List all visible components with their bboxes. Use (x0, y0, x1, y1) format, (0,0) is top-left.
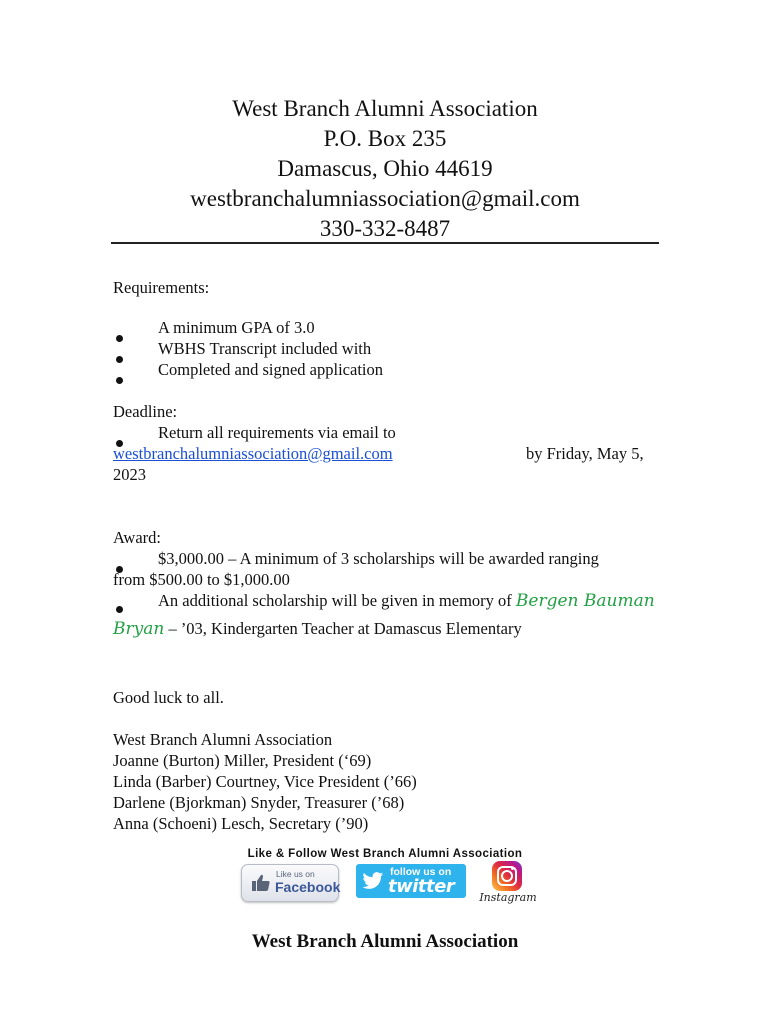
instagram-wordmark: Instagram (479, 891, 537, 904)
deadline-year: 2023 (113, 465, 146, 484)
header-phone: 330-332-8487 (319, 216, 451, 241)
award-memorial-line-2 (113, 618, 522, 640)
award-item-line: $3,000.00 – A minimum of 3 scholarships will be awarded ranging (158, 549, 599, 568)
twitter-follow-button[interactable] (356, 864, 466, 898)
twitter-bird-icon (362, 871, 384, 891)
officer-line: Linda (Barber) Courtney, Vice President (’66) (113, 772, 417, 791)
deadline-line: Return all requirements via email to (158, 423, 396, 442)
award-memorial-text: An additional scholarship will be given in memory of (158, 591, 512, 610)
officer-line: Anna (Schoeni) Lesch, Secretary (’90) (113, 814, 369, 833)
social-caption: Like & Follow West Branch Alumni Association (247, 848, 523, 860)
award-memorial-line (158, 590, 655, 612)
requirement-item: A minimum GPA of 3.0 (158, 318, 315, 337)
signature-org: West Branch Alumni Association (113, 730, 333, 749)
memorial-name-last: Bryan (113, 619, 165, 639)
twitter-big-text: twitter (388, 876, 455, 897)
facebook-big-text: Facebook (275, 879, 341, 895)
facebook-small-text: Like us on (276, 869, 315, 879)
award-item-line: from $500.00 to $1,000.00 (113, 570, 290, 589)
header-divider (111, 242, 659, 244)
header-org-name: West Branch Alumni Association (232, 96, 538, 121)
good-luck-text: Good luck to all. (113, 688, 224, 707)
bullet (116, 377, 123, 384)
header-city: Damascus, Ohio 44619 (277, 156, 493, 181)
memorial-name-first: Bergen Bauman (515, 591, 655, 611)
bullet (116, 606, 123, 613)
footer-org-name: West Branch Alumni Association (251, 931, 519, 952)
officer-line: Joanne (Burton) Miller, President (‘69) (113, 751, 372, 770)
memorial-description: – ’03, Kindergarten Teacher at Damascus Elementary (164, 619, 522, 638)
officer-line: Darlene (Bjorkman) Snyder, Treasurer (’68) (113, 793, 405, 812)
deadline-email-link[interactable]: westbranchalumniassociation@gmail.com (113, 444, 393, 463)
bullet (116, 356, 123, 363)
deadline-date: by Friday, May 5, (526, 444, 644, 463)
requirements-heading: Requirements: (113, 278, 210, 297)
instagram-camera-icon[interactable] (492, 861, 522, 891)
twitter-small-text: follow us on (390, 866, 452, 878)
award-heading: Award: (113, 528, 161, 547)
facebook-thumb-icon (251, 873, 271, 893)
bullet (116, 335, 123, 342)
header-email: westbranchalumniassociation@gmail.com (190, 186, 580, 211)
requirement-item: Completed and signed application (158, 360, 383, 379)
deadline-heading: Deadline: (113, 402, 178, 421)
requirement-item: WBHS Transcript included with (158, 339, 372, 358)
header-po-box: P.O. Box 235 (323, 126, 447, 151)
facebook-like-button[interactable] (241, 864, 339, 902)
